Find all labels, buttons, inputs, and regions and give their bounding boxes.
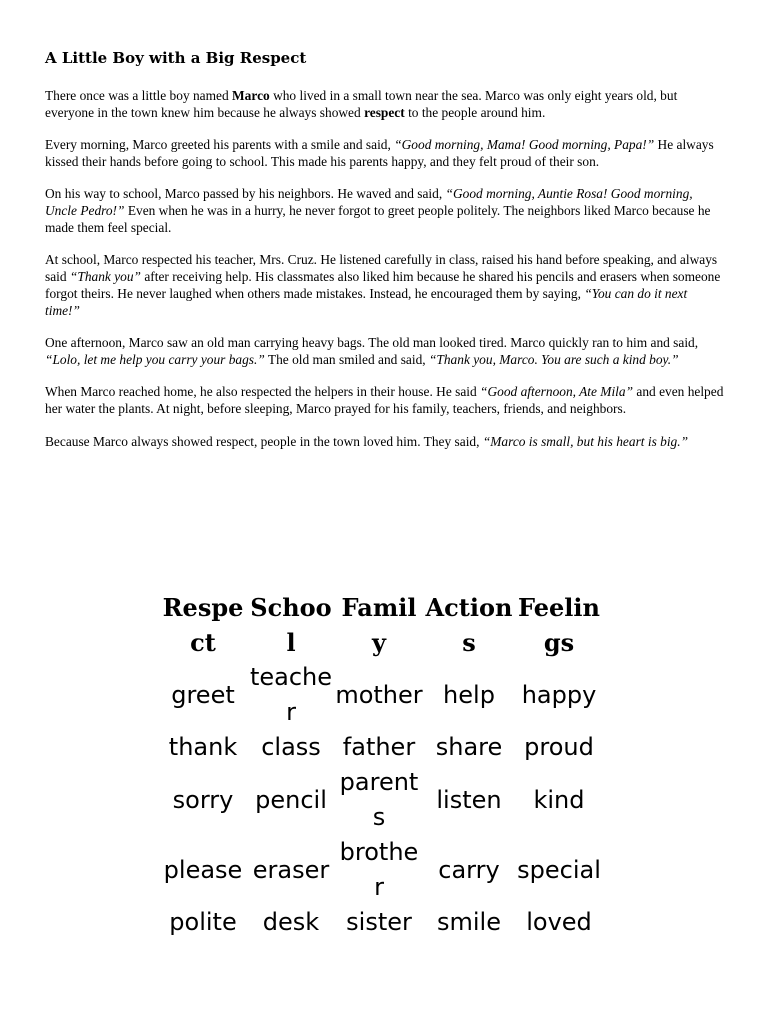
quote-text: “Good morning, Auntie Rosa! Good morning, Uncle Pedro!” — [45, 186, 693, 219]
column-header: Feelings — [518, 593, 600, 657]
table-cell: class — [261, 733, 321, 761]
document — [45, 48, 725, 466]
bold-text: respect — [364, 104, 405, 120]
column-header: Respect — [162, 593, 244, 657]
table-header-row — [159, 590, 603, 660]
column-header: Family — [341, 593, 417, 657]
column-header: Actions — [425, 593, 513, 657]
table-cell: eraser — [252, 855, 330, 884]
paragraph — [45, 88, 725, 122]
quote-text: “Good morning, Mama! Good morning, Papa!” — [394, 137, 655, 153]
table-cell: father — [342, 733, 416, 761]
table-cell: proud — [524, 733, 594, 761]
text-run: At school, Marco respected his teacher, Mrs. Cruz. He listened carefully in class, raised his hand before speaking, and always said — [45, 252, 718, 285]
text-run: He always kissed their hands before going to school. This made his parents happy, and they felt proud of their son. — [45, 137, 714, 169]
paragraph — [45, 186, 725, 236]
table-cell: teacher — [249, 663, 333, 726]
text-run: On his way to school, Marco passed by his neighbors. He waved and said, — [45, 186, 446, 202]
paragraph — [45, 335, 725, 369]
quote-text: “Lolo, let me help you carry your bags.” — [45, 351, 265, 367]
table-cell: special — [517, 855, 601, 884]
table-cell: mother — [335, 680, 423, 709]
table-cell: smile — [437, 908, 501, 936]
table-row — [159, 835, 603, 905]
table-cell: thank — [168, 733, 238, 761]
text-run: Because Marco always showed respect, people in the town loved him. They said, — [45, 433, 483, 449]
text-run: Even when he was in a hurry, he never forgot to greet people politely. The neighbors liked Marco because he made them feel special. — [45, 203, 711, 235]
table-cell: listen — [436, 785, 502, 814]
quote-text: “Marco is small, but his heart is big.” — [482, 433, 689, 449]
quote-text: “You can do it next time!” — [45, 285, 688, 318]
table-cell: kind — [533, 785, 585, 814]
quote-text: “Thank you, Marco. You are such a kind boy.” — [428, 351, 679, 367]
text-run: When Marco reached home, he also respected the helpers in their house. He said — [45, 384, 481, 400]
table-cell: carry — [438, 855, 500, 884]
text-run: Every morning, Marco greeted his parents with a smile and said, — [45, 137, 395, 153]
text-run: to the people around him. — [404, 104, 546, 120]
paragraph — [45, 137, 725, 171]
table-cell: greet — [171, 680, 235, 709]
document-title: A Little Boy with a Big Respect — [45, 49, 307, 67]
table-cell: brother — [339, 838, 419, 901]
text-run: and even helped her water the plants. At night, before sleeping, Marco prayed for his family, teachers, friends, and neighbors. — [45, 384, 724, 417]
text-run: who lived in a small town near the sea. Marco was only eight years old, but everyone in the town knew him because he always showed — [45, 88, 678, 120]
text-run: One afternoon, Marco saw an old man carrying heavy bags. The old man looked tired. Marco quickly ran to him and said, — [45, 335, 699, 351]
quote-text: “Good afternoon, Ate Mila” — [480, 384, 634, 400]
table-row — [159, 905, 603, 940]
quote-text: “Thank you” — [69, 269, 141, 285]
text-run: There once was a little boy named — [45, 88, 233, 103]
text-run: The old man smiled and said, — [264, 351, 429, 367]
table-cell: happy — [521, 680, 597, 709]
word-table-container — [159, 590, 603, 940]
table-cell: share — [435, 733, 503, 761]
table-cell: pencil — [255, 785, 327, 814]
table-cell: polite — [169, 908, 237, 936]
paragraph — [45, 384, 725, 418]
table-cell: desk — [262, 908, 320, 936]
table-row — [159, 660, 603, 730]
paragraph — [45, 252, 725, 319]
text-run: after receiving help. His classmates also liked him because he shared his pencils and erasers when someone forgot theirs. He never laughed when others made mistakes. Instead, he encouraged them by saying, — [45, 269, 721, 301]
table-row — [159, 730, 603, 765]
table-cell: please — [163, 855, 243, 884]
table-cell: loved — [526, 908, 592, 936]
table-row — [159, 765, 603, 835]
table-cell: help — [443, 680, 495, 709]
word-table — [159, 590, 603, 940]
table-cell: parents — [339, 768, 419, 831]
bold-text: Marco — [232, 88, 270, 103]
table-cell: sorry — [172, 785, 234, 814]
table-cell: sister — [346, 908, 412, 936]
paragraph — [45, 434, 725, 451]
column-header: School — [250, 593, 332, 657]
